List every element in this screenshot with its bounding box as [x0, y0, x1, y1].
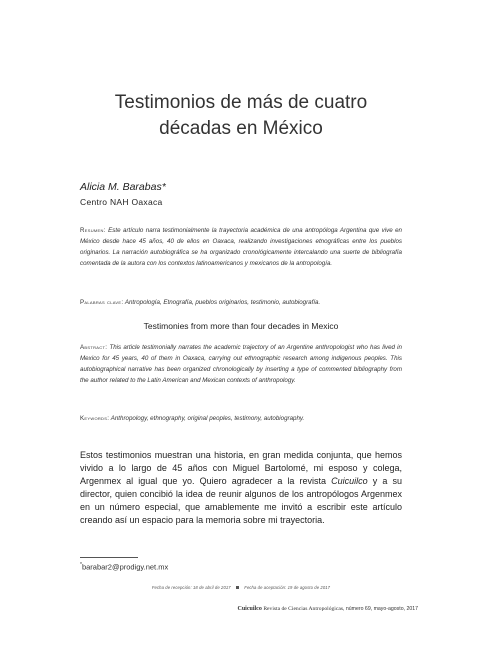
palabras-clave-text: Antropología, Etnografía, pueblos originarios, testimonio, autobiografía.	[124, 299, 321, 306]
palabras-clave-label: Palabras clave:	[80, 299, 124, 306]
journal-issue: número 69, mayo-agosto, 2017	[345, 606, 418, 612]
journal-footer: Cuicuilco Revista de Ciencias Antropológicas, número 69, mayo-agosto, 2017	[237, 606, 418, 612]
article-title	[60, 90, 422, 142]
footnote-email: barabar2@prodigy.net.mx	[81, 562, 169, 572]
abstract-label: Abstract:	[80, 344, 108, 351]
abstract-text: This article testimonially narrates the academic trajectory of an Argentine anthropologist who has lived in Mexico for 45 years, 40 of them in Oaxaca, carrying out ethnographic research among indigenous peoples. This autobiographical narrative has been organized chronologically by inserting a type of commented bibliography from the author related to the Latin American and Mexican contexts of anthropology.	[80, 344, 402, 384]
article-title-line-2: décadas en México	[159, 118, 323, 139]
footnote-marker: *	[80, 562, 82, 568]
journal-subtitle: Revista de Ciencias Antropológicas	[263, 606, 344, 612]
keywords-block	[80, 413, 402, 424]
palabras-clave-block	[80, 297, 402, 308]
body-text-end: y a su director, quien concibió la idea de reunir algunos de los antropólogos Argenmex en un número especial, que amablemente me invitó a escribir este artículo creando así un espacio para la memoria sobre mi trayectoria.	[80, 476, 403, 525]
author-affiliation: Centro NAH Oaxaca	[80, 197, 163, 207]
resumen-block	[80, 225, 402, 269]
resumen-text: Este artículo narra testimonialmente la trayectoria académica de una antropóloga Argentina que vive en México desde hace 45 años, 40 de ellos en Oaxaca, realizando investigaciones etnográficas entre los pueblos originarios. La narración autobiográfica se ha organizado cronológicamente intercalando una suerte de bibliografía comentada de la autora con los contextos latinoamericanos y mexicanos de la antropología.	[80, 227, 402, 267]
body-paragraph	[80, 449, 402, 527]
journal-mention: Cuicuilco	[331, 476, 368, 486]
resumen-label: Resumen:	[80, 227, 106, 234]
journal-name: Cuicuilco	[237, 606, 262, 612]
accepted-date: Fecha de aceptación: 19 de agosto de 2017	[244, 585, 331, 590]
article-title-line-1: Testimonios de más de cuatro	[114, 92, 368, 113]
abstract-block	[80, 342, 402, 386]
body-text-start: Estos testimonios muestran una historia, en gran medida conjunta, que hemos vivido a lo largo de 45 años con Miguel Bartolomé, mi esposo y colega, Argenmex al igual que yo. Quiero agradecer a la revista	[80, 450, 402, 486]
footnote	[80, 562, 168, 572]
footnote-divider	[80, 557, 138, 558]
date-separator-icon	[236, 586, 239, 589]
keywords-text: Anthropology, ethnography, original peoples, testimony, autobiography.	[110, 415, 305, 422]
keywords-label: Keywords:	[80, 415, 110, 422]
author-name: Alicia M. Barabas*	[80, 181, 166, 193]
received-date: Fecha de recepción: 18 de abril de 2017	[151, 585, 231, 590]
publication-dates	[80, 585, 402, 590]
english-title: Testimonies from more than four decades in Mexico	[143, 321, 339, 331]
